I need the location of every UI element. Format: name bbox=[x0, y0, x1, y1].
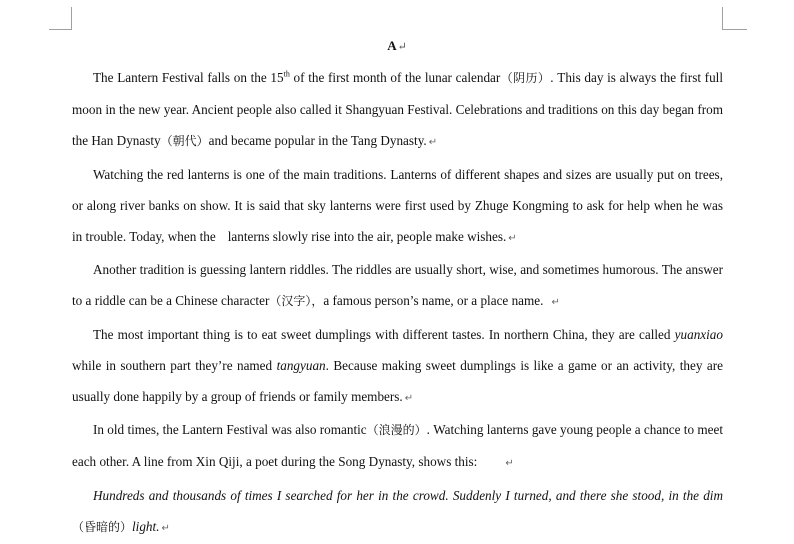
p1-text-d: and became popular in the Tang Dynasty. bbox=[208, 133, 427, 149]
paragraph-mark: ↵ bbox=[551, 297, 560, 309]
p5-text-a: In old times, the Lantern Festival was also romantic bbox=[93, 422, 367, 438]
p4-text-a: The most important thing is to eat sweet dumplings with different tastes. In northern China, they are called bbox=[93, 326, 675, 342]
paragraph-mark: ↵ bbox=[428, 137, 438, 149]
p2-text-a: Watching the red lanterns is one of the main traditions. Lanterns of different shapes and sizes are usually put on trees, or along river banks on show. It is said that sky lanterns were first used by Zhuge Kongming to ask for help when he was in trouble. Today, when the bbox=[72, 166, 723, 245]
p6-text-a: Hundreds and thousands of times I searched for her in the crowd. Suddenly I turned, and there she stood, in the dim bbox=[93, 487, 723, 503]
heading-text: A bbox=[387, 38, 397, 53]
paragraph-mark: ↵ bbox=[397, 41, 407, 53]
p5-text-b: . Watching lanterns gave young people a chance to meet each other. A line from Xin Qiji, a poet during the Song Dynasty, shows this: bbox=[72, 422, 723, 470]
p3-chinese-gloss: （汉字）， bbox=[269, 294, 324, 309]
paragraph-6-poem-quote bbox=[72, 480, 723, 544]
p3-text-a: Another tradition is guessing lantern riddles. The riddles are usually short, wise, and sometimes humorous. The answer to a riddle can be a Chinese character bbox=[72, 262, 723, 309]
p6-chinese-gloss: （昏暗的） bbox=[72, 519, 133, 534]
paragraph-2 bbox=[72, 159, 723, 255]
p5-chinese-gloss: （浪漫的） bbox=[366, 423, 427, 438]
p1-text-b: of the first month of the lunar calendar bbox=[289, 70, 501, 85]
p3-text-b: a famous person’s name, or a place name. bbox=[323, 293, 544, 309]
paragraph-1 bbox=[72, 62, 723, 159]
paragraph-mark: ↵ bbox=[404, 393, 414, 405]
p1-chinese-gloss-2: （朝代） bbox=[160, 134, 209, 149]
p4-text-c: . Because making sweet dumplings is like a game or an activity, they are usually done happily by a group of friends or family members. bbox=[72, 357, 723, 405]
p2-text-b: lanterns slowly rise into the air, people make wishes. bbox=[227, 229, 507, 245]
paragraph-mark: ↵ bbox=[508, 233, 517, 245]
p6-text-b: light. bbox=[132, 518, 160, 534]
p1-text-c: . This day is always the first full moon in the new year. Ancient people also called it Shangyuan Festival. Celebrations and traditions on this day began from the Han Dynasty bbox=[72, 70, 723, 149]
p1-superscript: th bbox=[283, 69, 290, 79]
p4-text-b: while in southern part they’re named bbox=[72, 357, 277, 373]
paragraph-4 bbox=[72, 319, 723, 415]
p4-italic-tangyuan: tangyuan bbox=[276, 357, 326, 373]
p1-chinese-gloss-1: （阴历） bbox=[500, 71, 551, 85]
p1-text-a: The Lantern Festival falls on the 15 bbox=[93, 70, 284, 85]
crop-mark-top-left bbox=[49, 7, 72, 30]
paragraph-mark: ↵ bbox=[161, 522, 170, 534]
passage-heading bbox=[0, 38, 794, 54]
paragraph-5 bbox=[72, 414, 723, 479]
passage-body bbox=[72, 62, 723, 544]
paragraph-3 bbox=[72, 254, 723, 318]
paragraph-mark: ↵ bbox=[505, 458, 514, 470]
p4-italic-yuanxiao: yuanxiao bbox=[674, 326, 723, 342]
crop-mark-top-right bbox=[722, 7, 747, 30]
